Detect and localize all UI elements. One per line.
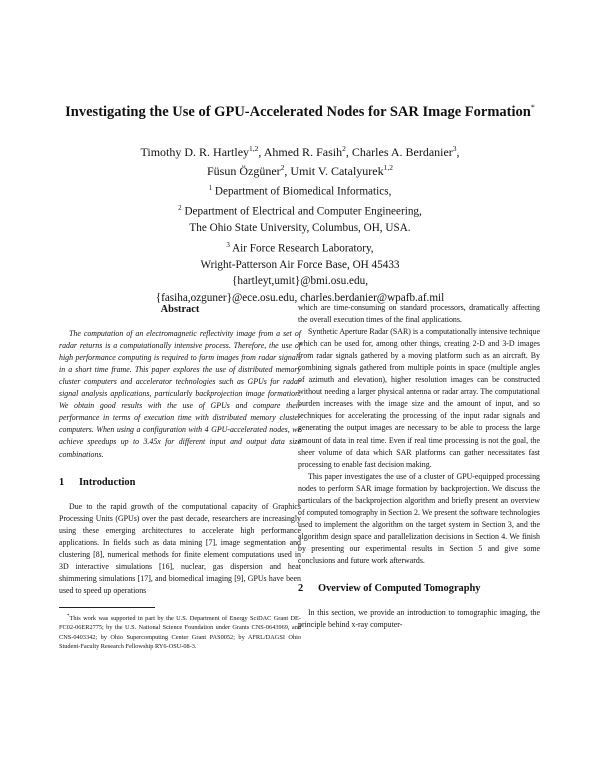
affiliation-mark: 2	[178, 204, 182, 213]
section-heading-tomography	[298, 583, 540, 595]
affiliation-text: Air Force Research Laboratory,	[232, 242, 374, 255]
paper-title	[0, 103, 600, 121]
author-name: Ahmed R. Fasih	[263, 145, 343, 159]
affiliation-line	[0, 220, 600, 236]
left-column	[59, 302, 301, 651]
author-name: Umit V. Catalyurek	[290, 164, 384, 178]
author-sep: ,	[284, 164, 291, 178]
section-number: 1	[59, 476, 65, 488]
author-affil-mark: 2	[342, 144, 346, 153]
author-name: Füsun Özgüner	[206, 164, 281, 178]
affiliation-mark: 3	[226, 240, 230, 249]
author-sep: ,	[345, 145, 352, 159]
section-number: 2	[298, 583, 304, 595]
author-name: Timothy D. R. Hartley	[140, 145, 250, 159]
title-footnote-mark: *	[530, 103, 535, 112]
affiliation-line	[0, 180, 600, 200]
abstract-heading: Abstract	[160, 304, 200, 315]
author-affil-mark: 2	[280, 163, 285, 172]
section-title: Overview of Computed Tomography	[318, 583, 481, 595]
section-title: Introduction	[79, 476, 136, 488]
right-column	[298, 302, 540, 631]
email-text: {fasiha,ozguner}@ece.osu.edu, charles.berdanier@wpafb.af.mil	[155, 291, 445, 304]
footnote-divider	[59, 607, 155, 608]
author-sep: ,	[258, 145, 264, 159]
affiliation-text: Department of Electrical and Computer Engineering,	[184, 205, 422, 218]
email-line	[0, 273, 600, 289]
author-list	[0, 141, 600, 179]
title-text: Investigating the Use of GPU-Accelerated Nodes for SAR Image Formation	[65, 103, 531, 120]
paper-overview-paragraph: This paper investigates the use of a cluster of GPU-equipped processing nodes to perform SAR image formation by backprojection. We discuss the particulars of the backprojection algorithm and briefly present an overview of computed tomography in Section 2. We present the software technologies used to implement the algorithm on the target system in Section 3, and the algorithm design space and parallelization decisions in Section 4. We finish by presenting our experimental results in Section 5 and give some conclusions and future work afterwards.	[298, 471, 540, 565]
affiliation-line	[0, 200, 600, 220]
affiliation-line	[0, 237, 600, 257]
affiliation-mark: 1	[208, 184, 213, 192]
affiliation-text: Department of Biomedical Informatics,	[214, 185, 392, 198]
email-text: {hartleyt,umit}@bmi.osu.edu,	[231, 275, 368, 288]
author-name: Charles A. Berdanier	[351, 145, 453, 159]
tomography-paragraph: In this section, we provide an introduction to tomographic imaging, the principle behind x-ray computer-	[298, 608, 540, 630]
author-sep: ,	[456, 145, 460, 159]
author-line-1	[0, 141, 600, 160]
author-affil-mark: 1,2	[383, 163, 393, 172]
affiliation-list	[0, 180, 600, 306]
abstract-text: The computation of an electromagnetic reflectivity image from a set of radar returns is a computationally intensive process. Therefore, the use of high performance computing is required to form images from radar signals in a short time frame. This paper explores the use of distributed memory cluster computers and accelerator technologies such as GPUs for radar signal analysis applications, particularly backprojection image formation. We obtain good results with the use of GPUs and compare their performance in terms of execution time with distributed memory cluster computers. When using a configuration with 4 GPU-accelerated nodes, we achieve speedups up to 3.45x for different input and output data size combinations.	[59, 329, 301, 459]
author-line-2	[0, 160, 600, 179]
affiliation-line	[0, 257, 600, 273]
section-heading-introduction	[59, 477, 301, 489]
continued-paragraph: which are time-consuming on standard processors, dramatically affecting the overall execution times of the final applications.	[298, 303, 540, 325]
author-affil-mark: 1,2	[249, 144, 259, 153]
affiliation-text: The Ohio State University, Columbus, OH, USA.	[189, 222, 411, 235]
intro-paragraph: Due to the rapid growth of the computational capacity of Graphics Processing Units (GPUs) over the past decade, researchers are increasingly using these emerging architectures to accelerate high performance applications. In fields such as data mining [7], image segmentation and clustering [8], numerical methods for finite element computations used in 3D interactive simulations [16], nuclear, gas dispersion and heat shimmering simulations [17], and biomedical imaging [9], GPUs have been used to speed up operations	[59, 501, 301, 595]
footnote-mark: *	[67, 613, 70, 619]
affiliation-text: Wright-Patterson Air Force Base, OH 45433	[200, 258, 400, 271]
footnote-text: This work was supported in part by the U.S. Department of Energy SciDAC Grant DE-FC02-06ER2775; by the U.S. National Science Foundation under Grants CNS-0643969, and CNS-0403342; by Ohio Supercomputing Center Grant PAS0052; by AFRL/DAGSI Ohio Student-Faculty Research Fellowship RY6-OSU-08-3.	[59, 615, 301, 650]
author-affil-mark: 3	[452, 144, 457, 153]
footnote	[59, 612, 301, 651]
sar-paragraph: Synthetic Aperture Radar (SAR) is a computationally intensive technique which can be used for, among other things, creating 2-D and 3-D images from radar signals gathered by a moving platform such as an aircraft. By combining signals gathered from multiple points in space (multiple angles of azimuth and elevation), higher resolution images can be constructed without needing a larger physical antenna or radar array. The computational burden increases with the image size and the amount of input, and so techniques for accelerating the processing of the input radar signals and generating the output images are necessary to be able to process the large amount of data in real time. Even if real time processing is not the goal, the sheer volume of data which SAR platforms can gather necessitates fast processing to enable fast decision making.	[298, 327, 540, 469]
